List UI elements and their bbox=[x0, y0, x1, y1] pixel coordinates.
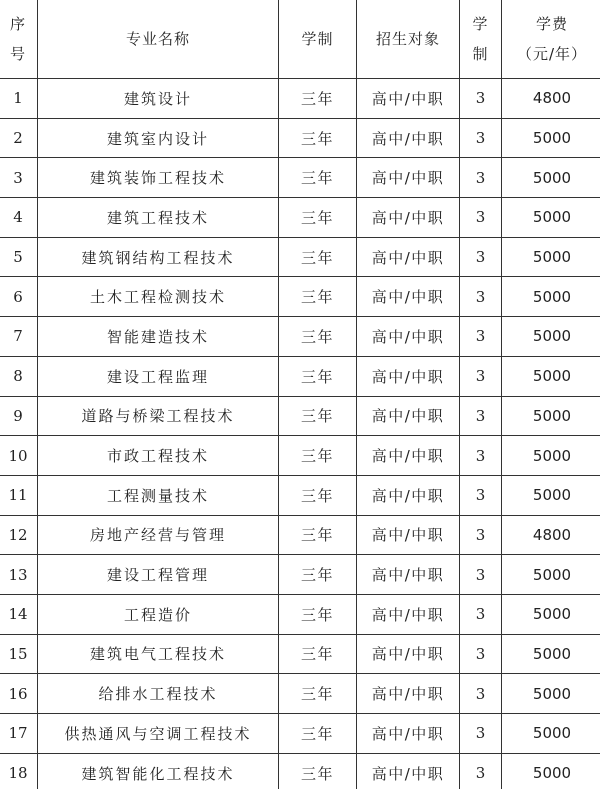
cell-fee: 5000 bbox=[502, 277, 600, 317]
cell-major-name: 建筑装饰工程技术 bbox=[38, 158, 279, 198]
table-row bbox=[0, 634, 600, 674]
cell-seq: 7 bbox=[0, 317, 38, 357]
header-seq-line-2: 号 bbox=[9, 45, 26, 63]
header-fee bbox=[502, 0, 600, 79]
table-row bbox=[0, 594, 600, 634]
cell-major-name: 建筑设计 bbox=[38, 79, 279, 119]
cell-seq: 8 bbox=[0, 356, 38, 396]
cell-target: 高中/中职 bbox=[357, 475, 460, 515]
cell-years: 3 bbox=[460, 753, 502, 789]
cell-target: 高中/中职 bbox=[357, 396, 460, 436]
header-years-line-1: 学 bbox=[472, 15, 489, 33]
cell-years: 3 bbox=[460, 317, 502, 357]
cell-duration: 三年 bbox=[279, 436, 357, 476]
cell-target: 高中/中职 bbox=[357, 158, 460, 198]
table-row bbox=[0, 79, 600, 119]
cell-fee: 5000 bbox=[502, 753, 600, 789]
table-row bbox=[0, 396, 600, 436]
table-row bbox=[0, 674, 600, 714]
table-row bbox=[0, 158, 600, 198]
cell-seq: 15 bbox=[0, 634, 38, 674]
header-years bbox=[460, 0, 502, 79]
cell-major-name: 工程测量技术 bbox=[38, 475, 279, 515]
table-row bbox=[0, 118, 600, 158]
cell-duration: 三年 bbox=[279, 79, 357, 119]
cell-seq: 1 bbox=[0, 79, 38, 119]
cell-target: 高中/中职 bbox=[357, 753, 460, 789]
cell-seq: 14 bbox=[0, 594, 38, 634]
cell-seq: 11 bbox=[0, 475, 38, 515]
cell-years: 3 bbox=[460, 436, 502, 476]
cell-years: 3 bbox=[460, 118, 502, 158]
cell-major-name: 建设工程管理 bbox=[38, 555, 279, 595]
cell-target: 高中/中职 bbox=[357, 436, 460, 476]
cell-fee: 5000 bbox=[502, 634, 600, 674]
table-header bbox=[0, 0, 600, 79]
cell-fee: 5000 bbox=[502, 118, 600, 158]
cell-duration: 三年 bbox=[279, 396, 357, 436]
cell-target: 高中/中职 bbox=[357, 634, 460, 674]
cell-years: 3 bbox=[460, 198, 502, 238]
cell-major-name: 建设工程监理 bbox=[38, 356, 279, 396]
cell-seq: 6 bbox=[0, 277, 38, 317]
cell-target: 高中/中职 bbox=[357, 237, 460, 277]
cell-duration: 三年 bbox=[279, 515, 357, 555]
cell-major-name: 建筑电气工程技术 bbox=[38, 634, 279, 674]
cell-years: 3 bbox=[460, 79, 502, 119]
cell-target: 高中/中职 bbox=[357, 714, 460, 754]
cell-duration: 三年 bbox=[279, 714, 357, 754]
cell-fee: 5000 bbox=[502, 158, 600, 198]
table-row bbox=[0, 198, 600, 238]
cell-years: 3 bbox=[460, 634, 502, 674]
cell-duration: 三年 bbox=[279, 317, 357, 357]
cell-target: 高中/中职 bbox=[357, 356, 460, 396]
cell-duration: 三年 bbox=[279, 356, 357, 396]
cell-years: 3 bbox=[460, 555, 502, 595]
cell-fee: 5000 bbox=[502, 475, 600, 515]
cell-target: 高中/中职 bbox=[357, 277, 460, 317]
cell-target: 高中/中职 bbox=[357, 198, 460, 238]
header-years-line-2: 制 bbox=[472, 45, 489, 63]
cell-years: 3 bbox=[460, 674, 502, 714]
cell-years: 3 bbox=[460, 396, 502, 436]
cell-duration: 三年 bbox=[279, 277, 357, 317]
cell-major-name: 土木工程检测技术 bbox=[38, 277, 279, 317]
header-major-name: 专业名称 bbox=[38, 0, 279, 79]
cell-years: 3 bbox=[460, 237, 502, 277]
cell-major-name: 建筑钢结构工程技术 bbox=[38, 237, 279, 277]
cell-fee: 4800 bbox=[502, 515, 600, 555]
cell-fee: 5000 bbox=[502, 436, 600, 476]
cell-target: 高中/中职 bbox=[357, 515, 460, 555]
cell-fee: 5000 bbox=[502, 674, 600, 714]
cell-fee: 5000 bbox=[502, 714, 600, 754]
header-seq-line-1: 序 bbox=[9, 15, 26, 33]
cell-duration: 三年 bbox=[279, 198, 357, 238]
table-body bbox=[0, 79, 600, 789]
cell-target: 高中/中职 bbox=[357, 79, 460, 119]
cell-fee: 5000 bbox=[502, 237, 600, 277]
cell-seq: 17 bbox=[0, 714, 38, 754]
header-duration: 学制 bbox=[279, 0, 357, 79]
cell-fee: 5000 bbox=[502, 555, 600, 595]
cell-fee: 5000 bbox=[502, 317, 600, 357]
cell-major-name: 工程造价 bbox=[38, 594, 279, 634]
cell-target: 高中/中职 bbox=[357, 674, 460, 714]
table-row bbox=[0, 317, 600, 357]
table-row bbox=[0, 277, 600, 317]
table-row bbox=[0, 356, 600, 396]
cell-fee: 5000 bbox=[502, 198, 600, 238]
cell-major-name: 市政工程技术 bbox=[38, 436, 279, 476]
cell-major-name: 建筑室内设计 bbox=[38, 118, 279, 158]
cell-major-name: 给排水工程技术 bbox=[38, 674, 279, 714]
cell-duration: 三年 bbox=[279, 237, 357, 277]
cell-duration: 三年 bbox=[279, 158, 357, 198]
cell-seq: 4 bbox=[0, 198, 38, 238]
cell-target: 高中/中职 bbox=[357, 555, 460, 595]
cell-years: 3 bbox=[460, 594, 502, 634]
cell-years: 3 bbox=[460, 714, 502, 754]
cell-seq: 3 bbox=[0, 158, 38, 198]
cell-seq: 10 bbox=[0, 436, 38, 476]
cell-major-name: 智能建造技术 bbox=[38, 317, 279, 357]
header-fee-line-1: 学费 bbox=[535, 15, 568, 33]
cell-fee: 5000 bbox=[502, 396, 600, 436]
cell-target: 高中/中职 bbox=[357, 594, 460, 634]
table-row bbox=[0, 436, 600, 476]
cell-seq: 9 bbox=[0, 396, 38, 436]
table-row bbox=[0, 555, 600, 595]
cell-duration: 三年 bbox=[279, 594, 357, 634]
cell-fee: 4800 bbox=[502, 79, 600, 119]
cell-target: 高中/中职 bbox=[357, 118, 460, 158]
header-fee-line-2: （元/年） bbox=[516, 45, 588, 63]
cell-duration: 三年 bbox=[279, 674, 357, 714]
cell-duration: 三年 bbox=[279, 753, 357, 789]
cell-target: 高中/中职 bbox=[357, 317, 460, 357]
header-row bbox=[0, 0, 600, 79]
header-target: 招生对象 bbox=[357, 0, 460, 79]
table-row bbox=[0, 714, 600, 754]
cell-seq: 18 bbox=[0, 753, 38, 789]
table-row bbox=[0, 753, 600, 789]
cell-seq: 13 bbox=[0, 555, 38, 595]
cell-seq: 2 bbox=[0, 118, 38, 158]
cell-major-name: 供热通风与空调工程技术 bbox=[38, 714, 279, 754]
cell-years: 3 bbox=[460, 475, 502, 515]
cell-duration: 三年 bbox=[279, 475, 357, 515]
cell-seq: 16 bbox=[0, 674, 38, 714]
cell-seq: 12 bbox=[0, 515, 38, 555]
header-seq bbox=[0, 0, 38, 79]
cell-major-name: 建筑工程技术 bbox=[38, 198, 279, 238]
cell-years: 3 bbox=[460, 356, 502, 396]
cell-fee: 5000 bbox=[502, 356, 600, 396]
cell-major-name: 建筑智能化工程技术 bbox=[38, 753, 279, 789]
cell-years: 3 bbox=[460, 277, 502, 317]
cell-seq: 5 bbox=[0, 237, 38, 277]
cell-duration: 三年 bbox=[279, 634, 357, 674]
table-row bbox=[0, 515, 600, 555]
cell-years: 3 bbox=[460, 515, 502, 555]
cell-fee: 5000 bbox=[502, 594, 600, 634]
table-row bbox=[0, 237, 600, 277]
cell-major-name: 房地产经营与管理 bbox=[38, 515, 279, 555]
cell-years: 3 bbox=[460, 158, 502, 198]
cell-duration: 三年 bbox=[279, 118, 357, 158]
cell-major-name: 道路与桥梁工程技术 bbox=[38, 396, 279, 436]
table-row bbox=[0, 475, 600, 515]
cell-duration: 三年 bbox=[279, 555, 357, 595]
